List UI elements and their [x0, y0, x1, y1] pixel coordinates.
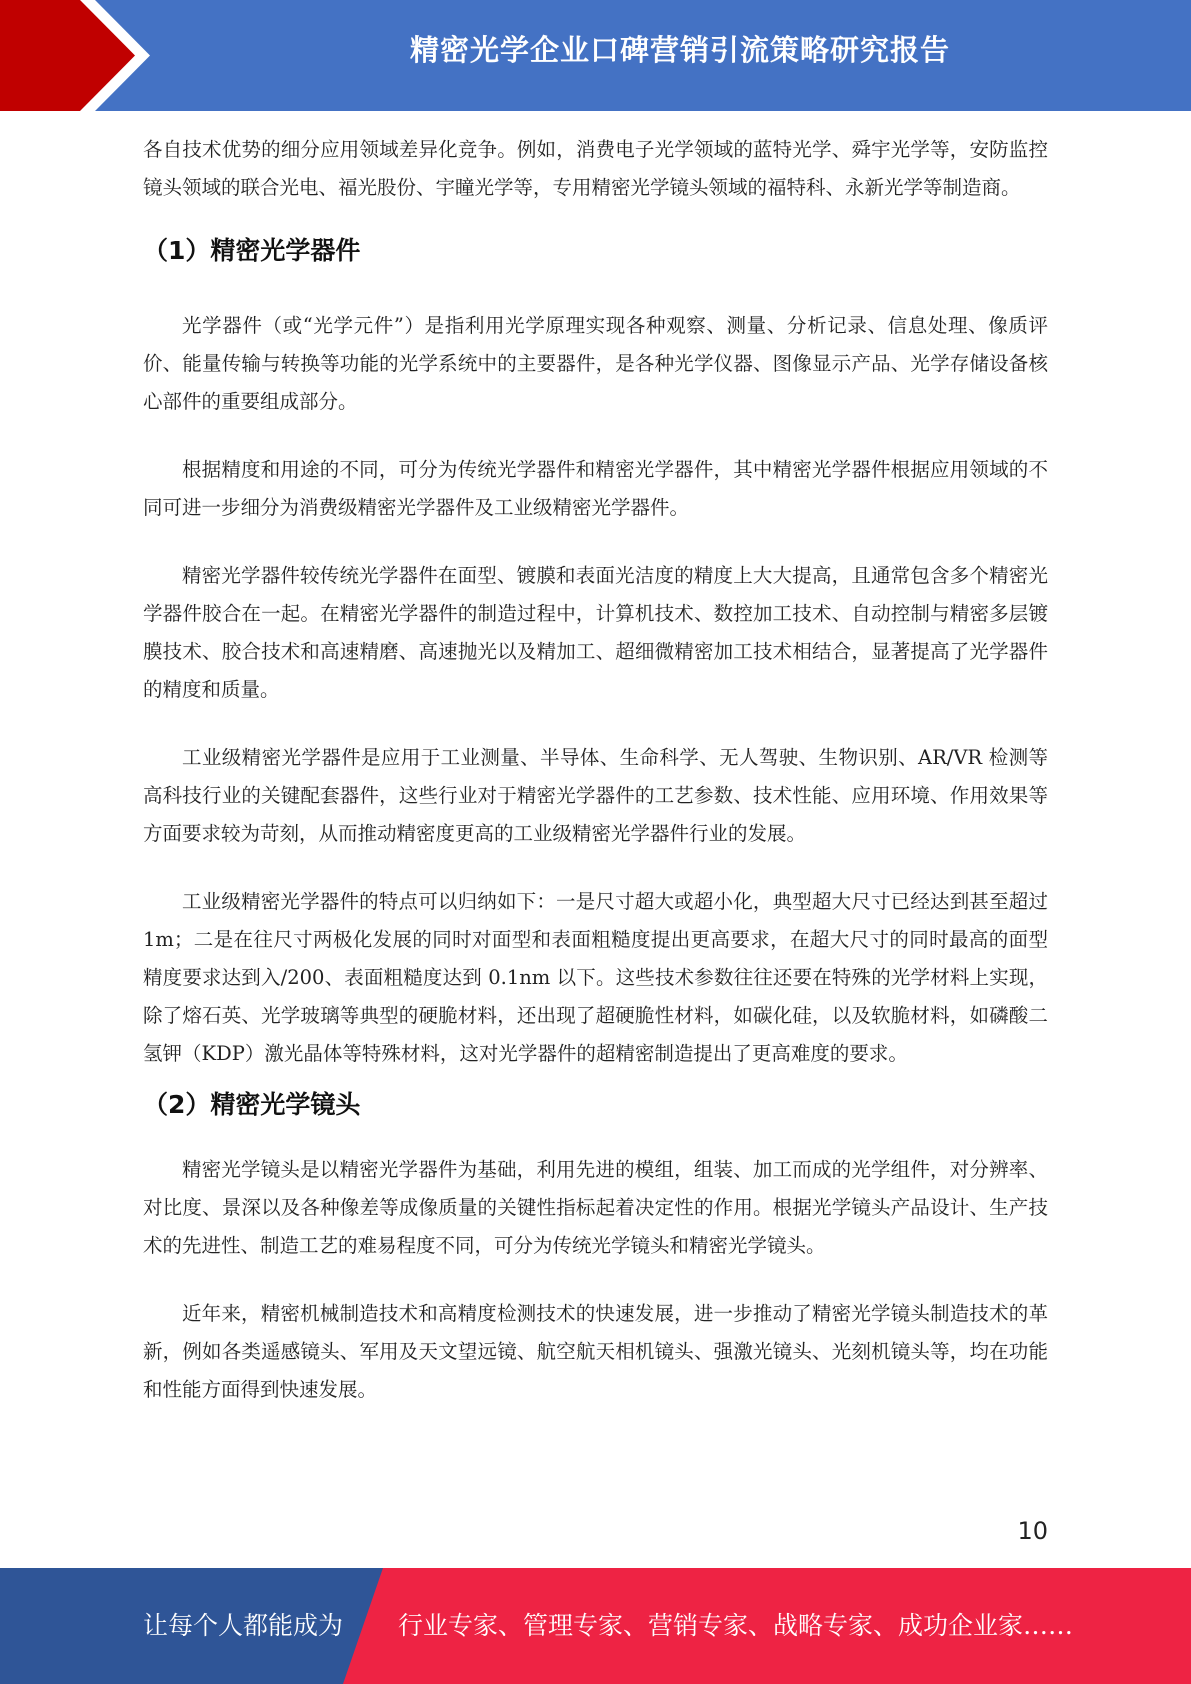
page-footer [0, 1568, 1191, 1684]
paragraph-industrial-grade-applications: 工业级精密光学器件是应用于工业测量、半导体、生命科学、无人驾驶、生物识别、AR/VR 检测等高科技行业的关键配套器件，这些行业对于精密光学器件的工艺参数、技术性能、应用环境、作用效果等方面要求较为苛刻，从而推动精密度更高的工业级精密光学器件行业的发展。 [143, 746, 1048, 845]
page-number: 10 [1017, 1517, 1048, 1545]
paragraph-optical-lens-definition: 精密光学镜头是以精密光学器件为基础，利用先进的模组，组装、加工而成的光学组件，对分辨率、对比度、景深以及各种像差等成像质量的关键性指标起着决定性的作用。根据光学镜头产品设计、生产技术的先进性、制造工艺的难易程度不同，可分为传统光学镜头和精密光学镜头。 [143, 1158, 1048, 1257]
intro-continuation-paragraph: 各自技术优势的细分应用领域差异化竞争。例如，消费电子光学领域的蓝特光学、舜宇光学等，安防监控镜头领域的联合光电、福光股份、宇瞳光学等，专用精密光学镜头领域的福特科、永新光学等制造商。 [143, 138, 1048, 199]
paragraph-precision-vs-traditional: 精密光学器件较传统光学器件在面型、镀膜和表面光洁度的精度上大大提高，且通常包含多个精密光学器件胶合在一起。在精密光学器件的制造过程中，计算机技术、数控加工技术、自动控制与精密多层镀膜技术、胶合技术和高速精磨、高速抛光以及精加工、超细微精密加工技术相结合，显著提高了光学器件的精度和质量。 [143, 564, 1048, 701]
section-heading-precision-optical-components: （1）精密光学器件 [143, 236, 361, 265]
paragraph-classification: 根据精度和用途的不同，可分为传统光学器件和精密光学器件，其中精密光学器件根据应用领域的不同可进一步细分为消费级精密光学器件及工业级精密光学器件。 [143, 458, 1048, 519]
page-header [0, 0, 1191, 111]
footer-slogan-right: 行业专家、管理专家、营销专家、战略专家、成功企业家…… [398, 1611, 1074, 1640]
document-title: 精密光学企业口碑营销引流策略研究报告 [409, 33, 950, 67]
paragraph-industrial-grade-characteristics: 工业级精密光学器件的特点可以归纳如下：一是尺寸超大或超小化，典型超大尺寸已经达到甚至超过 1m；二是在往尺寸两极化发展的同时对面型和表面粗糙度提出更高要求，在超大尺寸的同时最高的面型精度要求达到入/200、表面粗糙度达到 0.1nm 以下。这些技术参数往往还要在特殊的光学材料上实现，除了熔石英、光学玻璃等典型的硬脆材料，还出现了超硬脆性材料，如碳化硅，以及软脆材料，如磷酸二氢钾（KDP）激光晶体等特殊材料，这对光学器件的超精密制造提出了更高难度的要求。 [143, 890, 1048, 1065]
page-content [143, 131, 1048, 1409]
section-heading-precision-optical-lens: （2）精密光学镜头 [143, 1090, 361, 1119]
paragraph-recent-developments: 近年来，精密机械制造技术和高精度检测技术的快速发展，进一步推动了精密光学镜头制造技术的革新，例如各类遥感镜头、军用及天文望远镜、航空航天相机镜头、强激光镜头、光刻机镜头等，均在功能和性能方面得到快速发展。 [143, 1302, 1048, 1401]
footer-slogan-left: 让每个人都能成为 [143, 1611, 344, 1640]
paragraph-optical-components-definition: 光学器件（或“光学元件”）是指利用光学原理实现各种观察、测量、分析记录、信息处理、像质评价、能量传输与转换等功能的光学系统中的主要器件，是各种光学仪器、图像显示产品、光学存储设备核心部件的重要组成部分。 [143, 314, 1048, 413]
